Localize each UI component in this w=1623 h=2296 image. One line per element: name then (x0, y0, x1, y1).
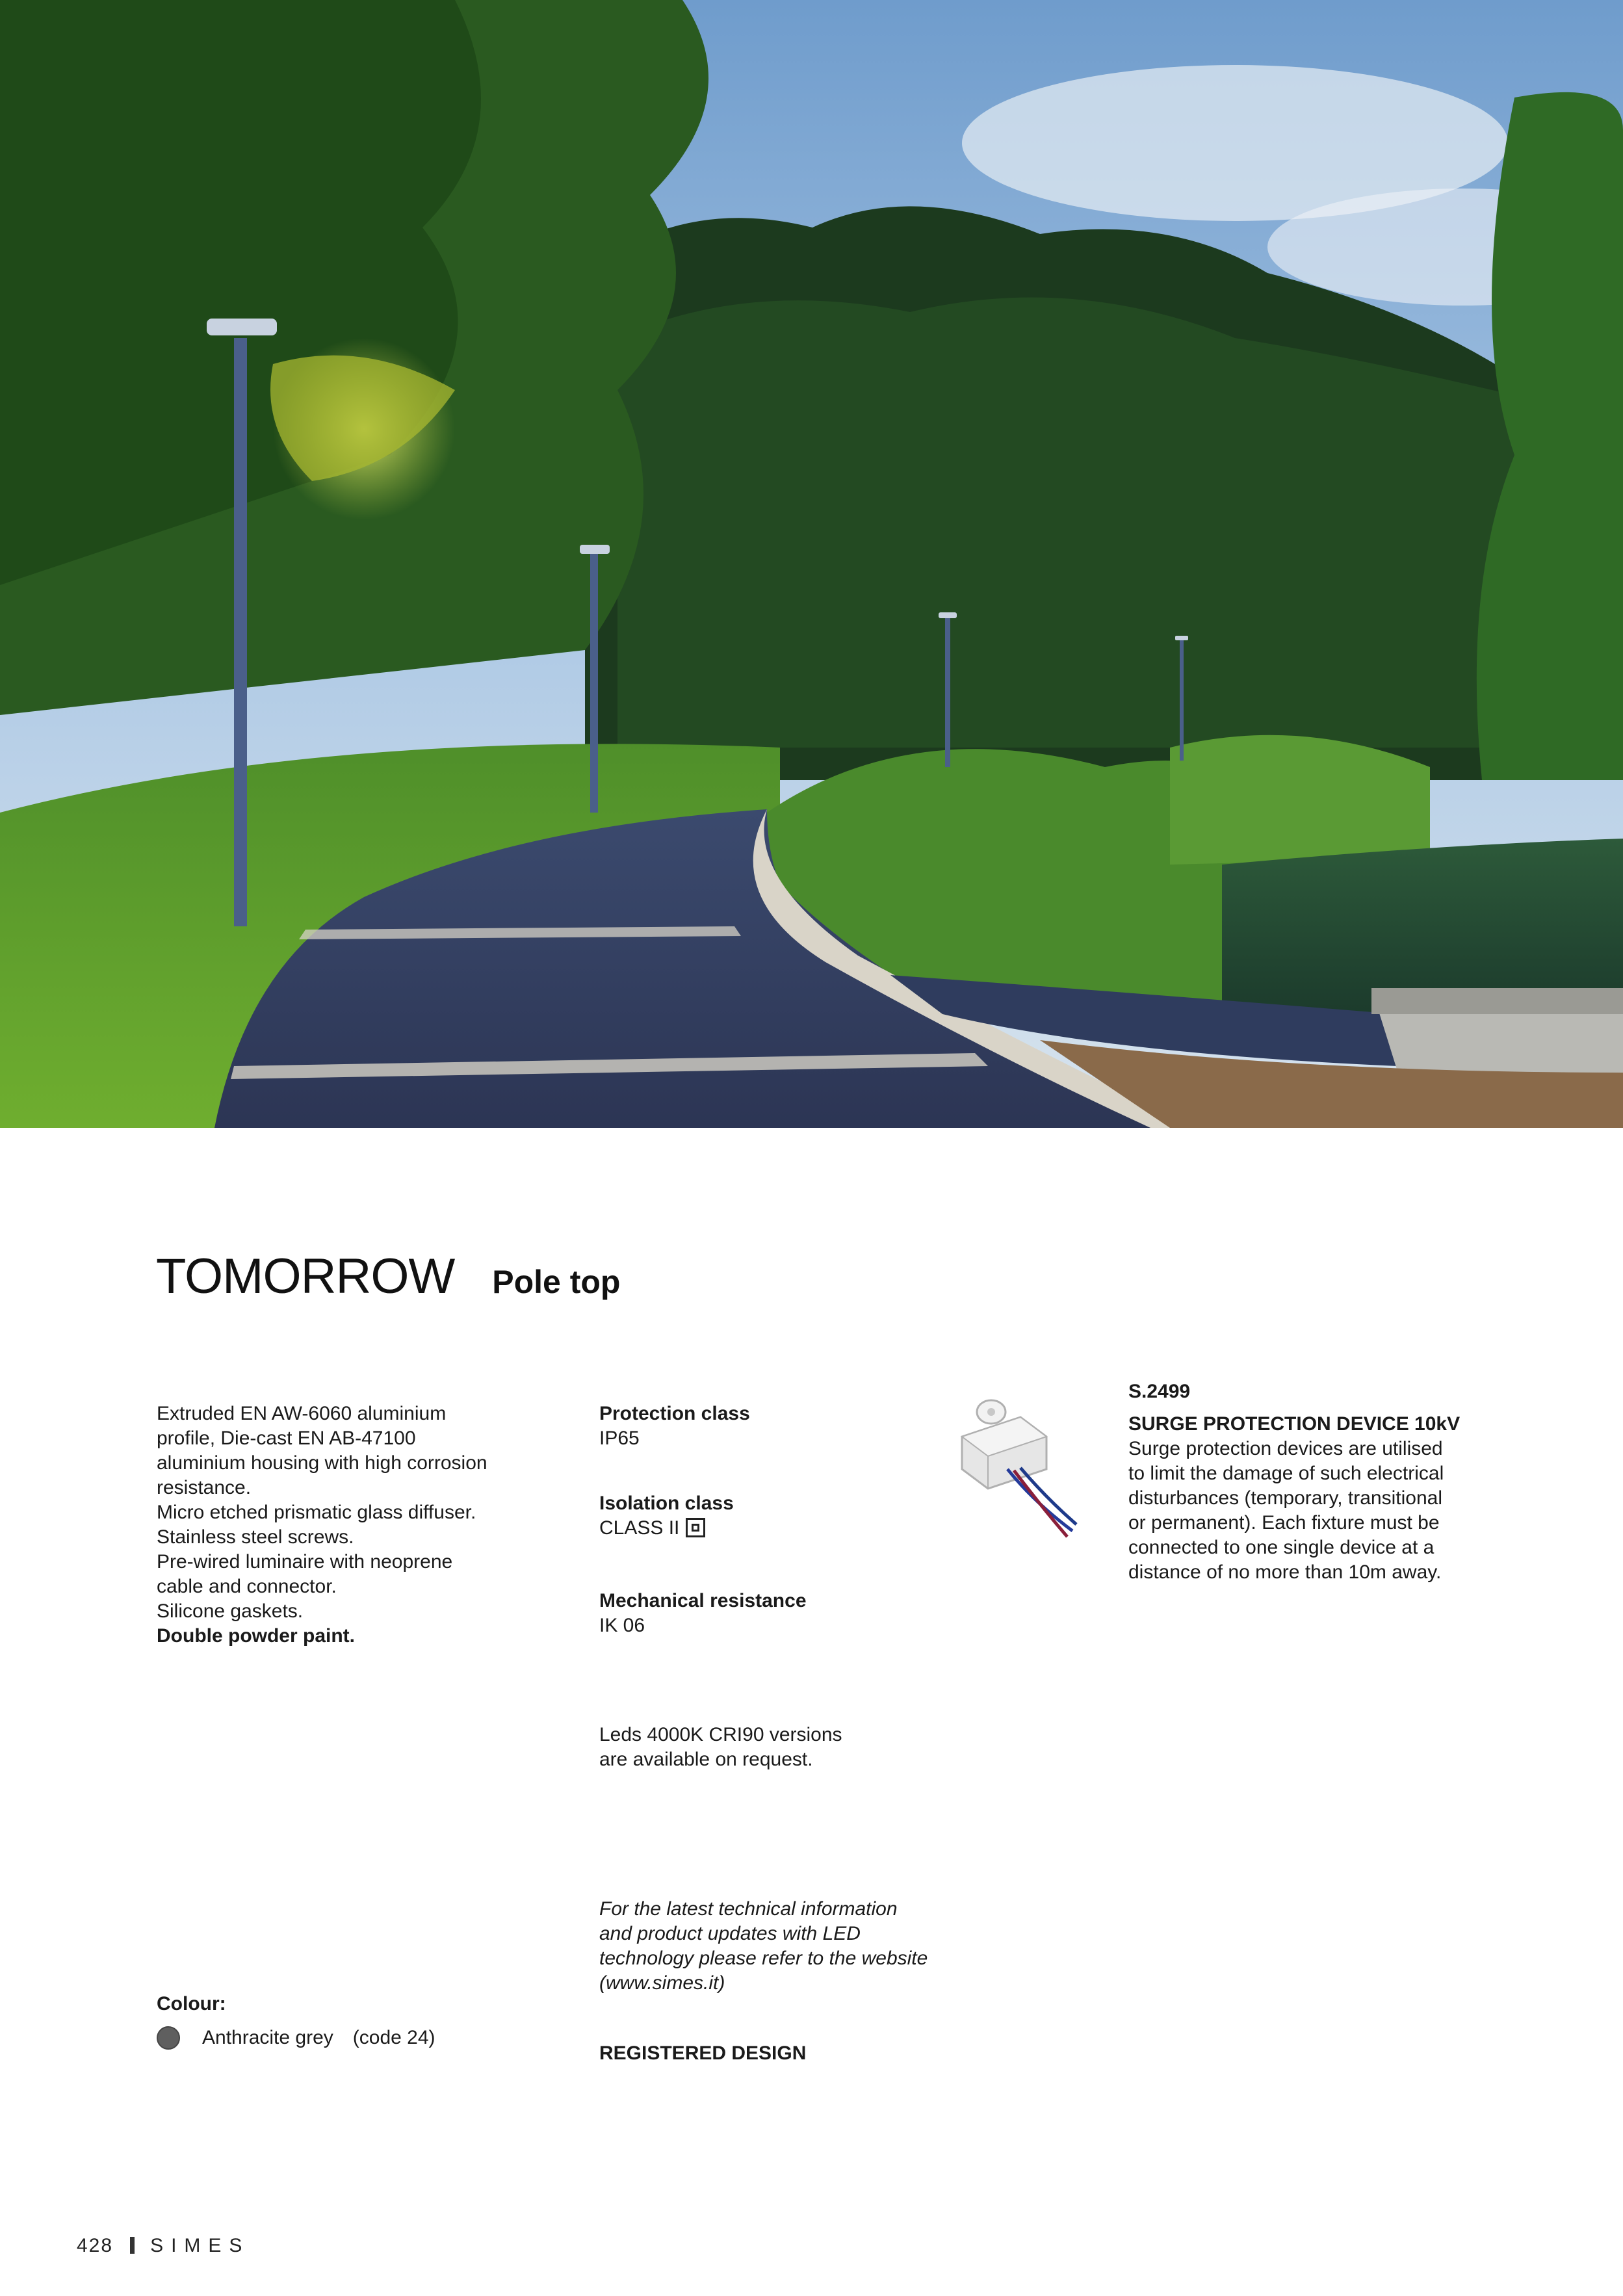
leds-note-line: Leds 4000K CRI90 versions (599, 1724, 842, 1745)
mechanical-spec (599, 1589, 963, 1638)
mechanical-resistance-value: IK 06 (599, 1615, 645, 1636)
colour-section (157, 1992, 612, 2050)
description-line: Micro etched prismatic glass diffuser. (157, 1502, 476, 1523)
accessory-line: Surge protection devices are utilised (1128, 1438, 1443, 1459)
accessory-line: disturbances (temporary, transitional (1128, 1487, 1442, 1509)
colour-swatch (157, 2026, 180, 2050)
page-number: 428 (77, 2235, 114, 2256)
protection-class-label: Protection class (599, 1403, 750, 1424)
website-note-line: and product updates with LED (599, 1923, 861, 1944)
isolation-spec (599, 1491, 963, 1541)
specs (599, 1402, 963, 1451)
brand-name: SIMES (150, 2235, 250, 2256)
description-line: Silicone gaskets. (157, 1600, 304, 1622)
accessory-line: to limit the damage of such electrical (1128, 1463, 1444, 1484)
website-note-line: technology please refer to the website (599, 1948, 928, 1969)
accessory-line: connected to one single device at a (1128, 1537, 1435, 1558)
website-note-line: (www.simes.it) (599, 1972, 725, 1994)
surge-device-image (949, 1398, 1079, 1544)
class-ii-icon (686, 1518, 705, 1537)
protection-class-value: IP65 (599, 1428, 640, 1449)
product-subtitle: Pole top (492, 1264, 621, 1300)
product-title (156, 1248, 620, 1305)
leds-note (599, 1723, 963, 1772)
description-line: cable and connector. (157, 1576, 337, 1597)
accessory-line: distance of no more than 10m away. (1128, 1561, 1442, 1583)
website-note (599, 1897, 963, 1996)
colour-label: Colour: (157, 1993, 226, 2015)
page-footer (77, 2235, 250, 2257)
accessory-line: or permanent). Each fixture must be (1128, 1512, 1440, 1533)
colour-name: Anthracite grey (202, 2027, 333, 2048)
product-name: TOMORROW (156, 1249, 455, 1304)
accessory (1128, 1379, 1492, 1585)
mechanical-resistance-label: Mechanical resistance (599, 1590, 807, 1611)
accessory-code: S.2499 (1128, 1381, 1191, 1402)
hero-photo (0, 0, 1623, 1128)
product-description (157, 1402, 521, 1649)
registered-design: REGISTERED DESIGN (599, 2042, 807, 2064)
description-line: Extruded EN AW-6060 aluminium (157, 1403, 447, 1424)
footer-separator (130, 2237, 135, 2254)
leds-note-line: are available on request. (599, 1749, 813, 1770)
accessory-title: SURGE PROTECTION DEVICE 10kV (1128, 1413, 1461, 1435)
description-line: aluminium housing with high corrosion (157, 1452, 487, 1474)
description-bold-line: Double powder paint. (157, 1625, 355, 1647)
description-line: profile, Die-cast EN AB-47100 (157, 1428, 416, 1449)
colour-code: (code 24) (352, 2027, 435, 2048)
website-note-line: For the latest technical information (599, 1898, 898, 1920)
description-line: Pre-wired luminaire with neoprene (157, 1551, 453, 1572)
description-line: Stainless steel screws. (157, 1526, 354, 1548)
description-line: resistance. (157, 1477, 252, 1498)
isolation-class-label: Isolation class (599, 1493, 734, 1514)
isolation-class-value: CLASS II (599, 1517, 680, 1539)
